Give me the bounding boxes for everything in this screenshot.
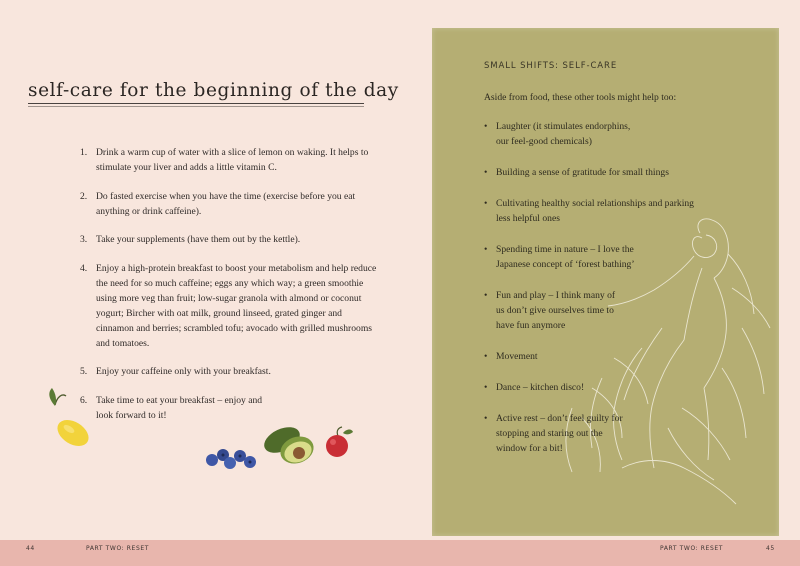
list-item — [484, 119, 724, 149]
step-number: 5. — [80, 366, 88, 377]
list-item — [484, 165, 724, 180]
step-text: Drink a warm cup of water with a slice of lemon on waking. It helps to stimulate your liver and adds a little vitamin C. — [96, 147, 369, 173]
bullet-icon: • — [484, 244, 488, 255]
panel-title: SMALL SHIFTS: SELF-CARE — [484, 61, 618, 71]
heading-underline-shadow — [28, 106, 364, 107]
list-item — [80, 393, 380, 423]
item-text: Active rest – don’t feel guilty for stopping and staring out the window for a bit! — [496, 413, 623, 454]
item-text: Laughter (it stimulates endorphins, our feel-good chemicals) — [496, 121, 631, 147]
right-page-number: 45 — [766, 545, 775, 552]
left-page — [0, 0, 400, 540]
step-number: 2. — [80, 190, 88, 202]
step-text: Enjoy your caffeine only with your breakfast. — [96, 366, 271, 377]
self-care-tools-list — [484, 119, 724, 472]
heading-underline — [28, 103, 364, 104]
item-text: Dance – kitchen disco! — [496, 382, 585, 393]
step-number: 1. — [80, 147, 88, 158]
page-heading: self-care for the beginning of the day — [28, 80, 399, 101]
list-item — [80, 364, 380, 379]
step-number: 6. — [80, 394, 88, 406]
list-item — [484, 380, 724, 395]
list-item — [80, 145, 380, 175]
item-text: Cultivating healthy social relationships and parking less helpful ones — [496, 198, 694, 224]
right-section-label: PART TWO: RESET — [660, 545, 724, 552]
bullet-icon: • — [484, 290, 488, 301]
step-number: 4. — [80, 262, 88, 274]
panel-intro: Aside from food, these other tools might help too: — [484, 92, 677, 103]
step-text: Take your supplements (have them out by the kettle). — [96, 234, 301, 245]
footer-band — [0, 540, 800, 566]
list-item — [80, 232, 380, 247]
step-text: Enjoy a high-protein breakfast to boost your metabolism and help reduce the need for so much caffeine; eggs any which way; a green smoothie using more veg than fruit; low-sugar granola with almond or coconut yogurt; Bircher with oat milk, ground linseed, grated ginger and cinnamon and berries; scrambled tofu; avocado with grilled mushrooms and tomatoes. — [96, 262, 377, 349]
bullet-icon: • — [484, 413, 488, 424]
item-text: Building a sense of gratitude for small things — [496, 167, 669, 178]
list-item — [484, 349, 724, 364]
bullet-icon: • — [484, 351, 488, 362]
list-item — [80, 261, 380, 351]
step-text: Do fasted exercise when you have the time (exercise before you eat anything or drink caffeine). — [96, 190, 356, 217]
step-number: 3. — [80, 234, 88, 245]
item-text: Spending time in nature – I love the Japanese concept of ‘forest bathing’ — [496, 244, 635, 270]
morning-steps-list — [80, 145, 380, 436]
bullet-icon: • — [484, 198, 488, 209]
item-text: Fun and play – I think many of us don’t give ourselves time to have fun anymore — [496, 290, 616, 331]
left-section-label: PART TWO: RESET — [86, 545, 150, 552]
step-text: Take time to eat your breakfast – enjoy and look forward to it! — [96, 394, 263, 421]
item-text: Movement — [496, 351, 538, 362]
list-item — [484, 288, 724, 333]
list-item — [484, 411, 724, 456]
bullet-icon: • — [484, 382, 488, 393]
list-item — [484, 242, 724, 272]
list-item — [484, 196, 724, 226]
list-item — [80, 189, 380, 219]
self-care-panel — [432, 28, 779, 536]
bullet-icon: • — [484, 167, 488, 178]
bullet-icon: • — [484, 121, 488, 132]
left-page-number: 44 — [26, 545, 35, 552]
